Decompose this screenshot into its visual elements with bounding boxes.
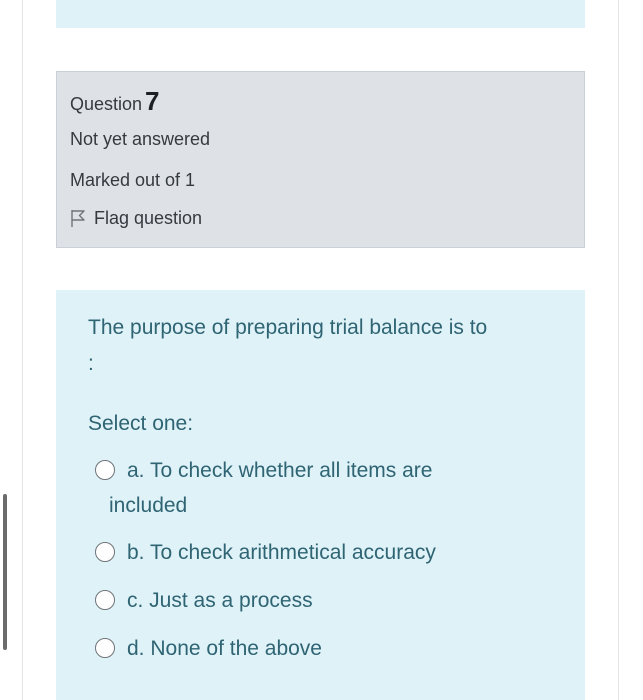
page-left-border <box>22 0 23 700</box>
question-state: Not yet answered <box>70 129 211 149</box>
flag-icon <box>70 209 87 228</box>
question-label: Question <box>70 94 143 114</box>
radio-option-a[interactable] <box>95 460 115 480</box>
question-text-line-1: The purpose of preparing trial balance is to <box>88 316 488 339</box>
question-text <box>88 310 558 382</box>
answer-option-d[interactable] <box>95 631 322 666</box>
question-grade: Marked out of 1 <box>70 170 196 190</box>
scrollbar-thumb[interactable] <box>3 494 7 650</box>
answer-option-a[interactable] <box>95 453 432 523</box>
flag-question-button[interactable] <box>70 208 202 229</box>
answer-option-c[interactable] <box>95 583 313 618</box>
select-one-prompt: Select one: <box>88 412 194 435</box>
radio-option-c[interactable] <box>95 590 115 610</box>
question-text-line-2: : <box>88 352 94 375</box>
question-content-panel <box>56 290 585 700</box>
question-info-panel <box>56 71 585 248</box>
answer-option-a-line-1: a. To check whether all items are <box>127 459 433 482</box>
flag-question-label: Flag question <box>94 208 203 228</box>
answer-option-d-label: d. None of the above <box>127 637 322 660</box>
answer-option-b-label: b. To check arithmetical accuracy <box>127 541 436 564</box>
answer-option-a-label <box>109 453 433 523</box>
page-right-border <box>618 0 619 700</box>
answer-option-a-line-2: included <box>109 494 188 517</box>
previous-question-content <box>56 0 585 28</box>
radio-option-b[interactable] <box>95 542 115 562</box>
answer-option-c-label: c. Just as a process <box>127 589 313 612</box>
question-title <box>70 86 160 117</box>
question-number: 7 <box>145 86 160 116</box>
radio-option-d[interactable] <box>95 638 115 658</box>
answer-option-b[interactable] <box>95 535 436 570</box>
